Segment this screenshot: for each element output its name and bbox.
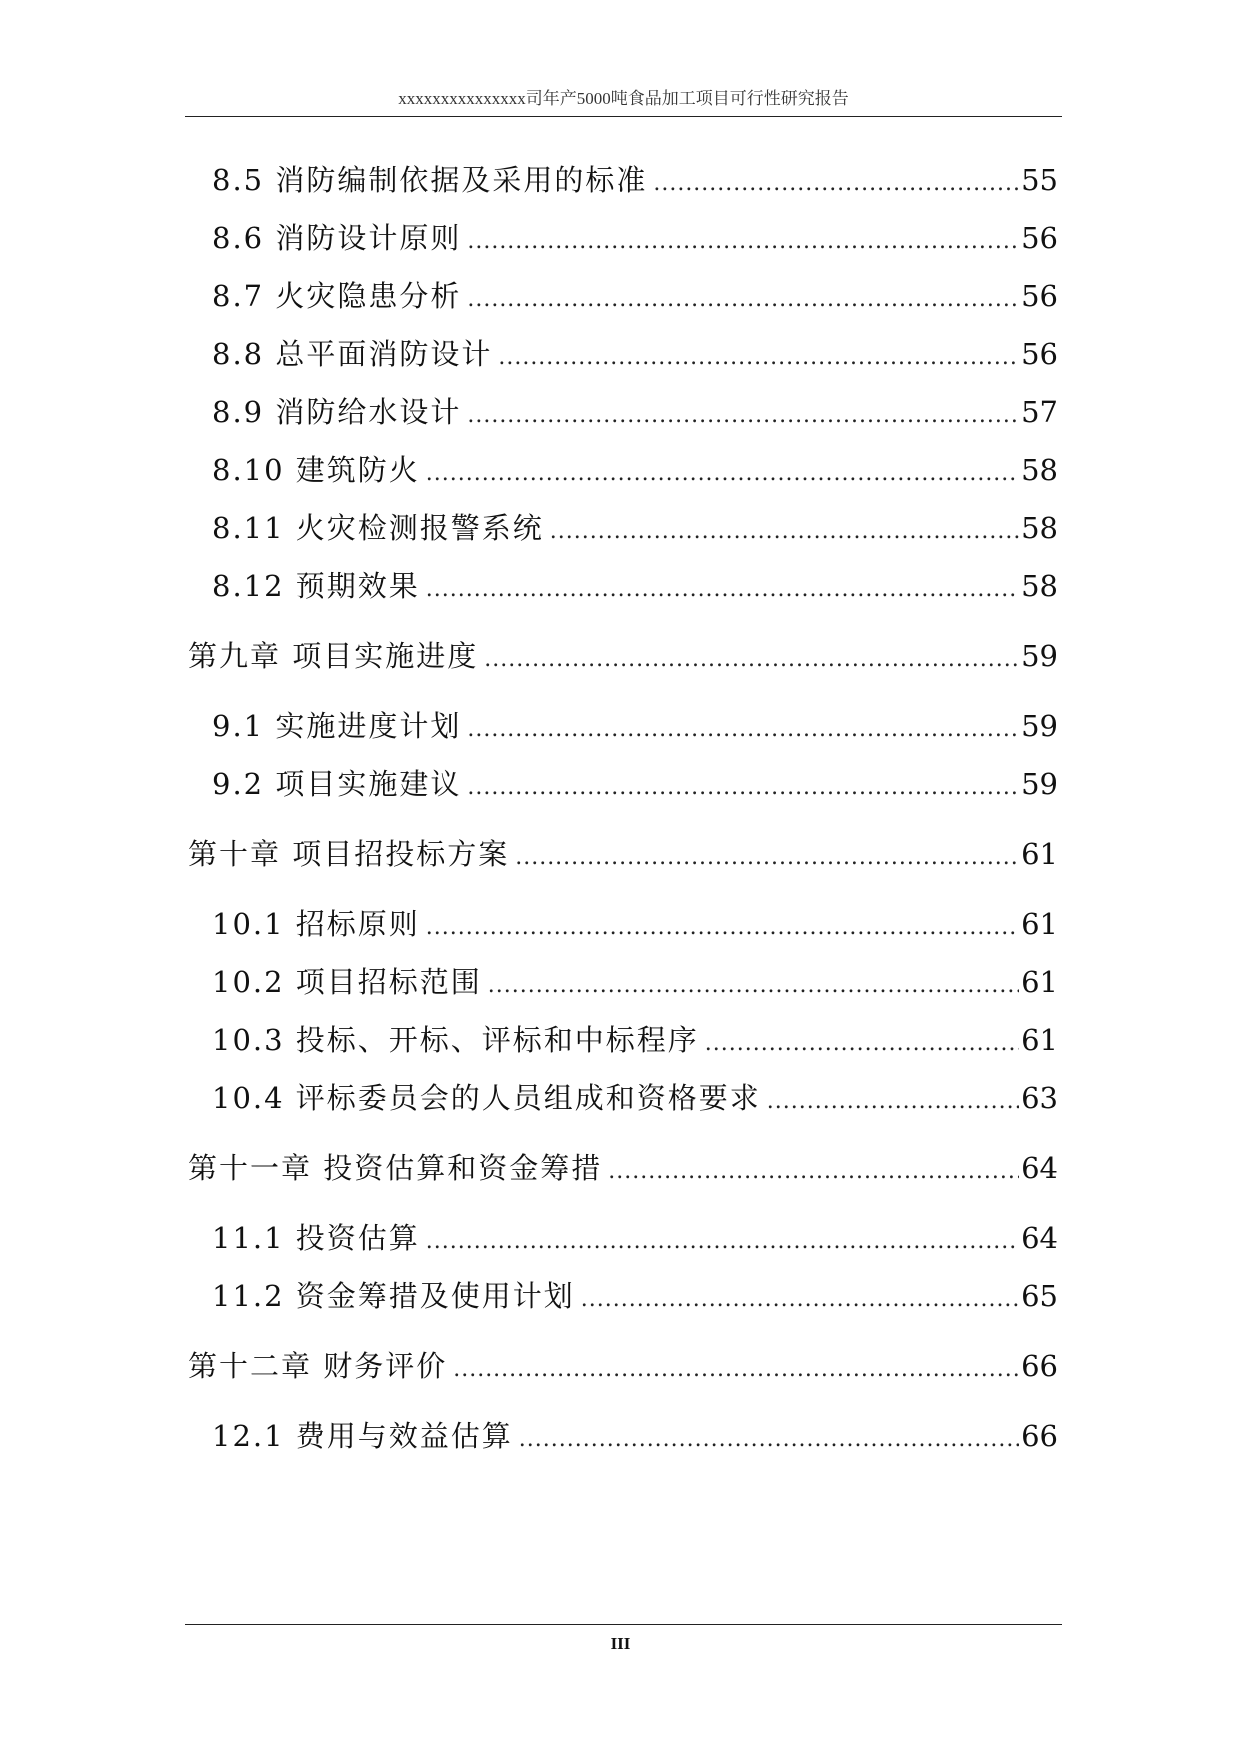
dot-leader: [653, 171, 1019, 196]
toc-section-entry[interactable]: [190, 704, 1058, 745]
page-header: [185, 86, 1062, 117]
toc-section-entry[interactable]: [190, 506, 1058, 547]
toc-entry-label: 8.12 预期效果: [212, 569, 420, 603]
toc-entry-page-number: 59: [1021, 709, 1058, 743]
toc-section-entry[interactable]: [190, 448, 1058, 489]
dot-leader: [705, 1031, 1019, 1056]
toc-section-entry[interactable]: [190, 1414, 1058, 1455]
toc-entry-label: 8.8 总平面消防设计: [212, 337, 493, 371]
toc-entry-label: 12.1 费用与效益估算: [212, 1419, 513, 1453]
dot-leader: [453, 1357, 1019, 1382]
toc-entry-page-number: 56: [1021, 337, 1058, 371]
toc-entry-label: 第十二章 财务评价: [188, 1349, 448, 1383]
toc-entry-label: 8.9 消防给水设计: [212, 395, 462, 429]
toc-section-entry[interactable]: [190, 1274, 1058, 1315]
toc-entry-label: 10.4 评标委员会的人员组成和资格要求: [212, 1081, 761, 1115]
toc-entry-page-number: 65: [1021, 1279, 1058, 1313]
toc-entry-page-number: 61: [1021, 907, 1058, 941]
toc-entry-label: 8.6 消防设计原则: [212, 221, 462, 255]
toc-entry-page-number: 57: [1021, 395, 1058, 429]
toc-entry-label: 8.5 消防编制依据及采用的标准: [212, 163, 648, 197]
toc-section-entry[interactable]: [190, 564, 1058, 605]
dot-leader: [550, 519, 1019, 544]
toc-section-entry[interactable]: [190, 960, 1058, 1001]
page-number: III: [610, 1634, 631, 1653]
toc-entry-page-number: 59: [1021, 639, 1058, 673]
dot-leader: [467, 229, 1019, 254]
toc-section-entry[interactable]: [190, 1018, 1058, 1059]
toc-entry-page-number: 58: [1021, 453, 1058, 487]
footer-divider: [185, 1624, 1062, 1625]
dot-leader: [515, 845, 1019, 870]
toc-section-entry[interactable]: [190, 158, 1058, 199]
dot-leader: [488, 973, 1019, 998]
toc-entry-label: 10.2 项目招标范围: [212, 965, 482, 999]
toc-chapter-entry[interactable]: [188, 832, 1058, 873]
toc-entry-page-number: 58: [1021, 569, 1058, 603]
toc-entry-label: 9.2 项目实施建议: [212, 767, 462, 801]
dot-leader: [581, 1287, 1019, 1312]
toc-entry-label: 第十章 项目招投标方案: [188, 837, 510, 871]
toc-section-entry[interactable]: [190, 332, 1058, 373]
dot-leader: [767, 1089, 1019, 1114]
dot-leader: [426, 915, 1019, 940]
toc-entry-label: 第九章 项目实施进度: [188, 639, 479, 673]
toc-entry-page-number: 58: [1021, 511, 1058, 545]
dot-leader: [467, 287, 1019, 312]
toc-entry-label: 10.3 投标、开标、评标和中标程序: [212, 1023, 699, 1057]
toc-entry-page-number: 59: [1021, 767, 1058, 801]
toc-entry-page-number: 56: [1021, 279, 1058, 313]
toc-section-entry[interactable]: [190, 274, 1058, 315]
toc-entry-page-number: 64: [1021, 1151, 1058, 1185]
dot-leader: [519, 1427, 1019, 1452]
toc-entry-label: 9.1 实施进度计划: [212, 709, 462, 743]
toc-entry-label: 11.1 投资估算: [212, 1221, 420, 1255]
dot-leader: [426, 577, 1019, 602]
dot-leader: [608, 1159, 1019, 1184]
toc-entry-page-number: 56: [1021, 221, 1058, 255]
toc-entry-label: 10.1 招标原则: [212, 907, 420, 941]
toc-entry-label: 8.7 火灾隐患分析: [212, 279, 462, 313]
toc-entry-page-number: 66: [1021, 1349, 1058, 1383]
toc-entry-label: 第十一章 投资估算和资金筹措: [188, 1151, 603, 1185]
toc-chapter-entry[interactable]: [188, 1344, 1058, 1385]
toc-entry-page-number: 61: [1021, 837, 1058, 871]
dot-leader: [426, 1229, 1019, 1254]
dot-leader: [467, 717, 1019, 742]
toc-chapter-entry[interactable]: [188, 1146, 1058, 1187]
toc-section-entry[interactable]: [190, 762, 1058, 803]
toc-section-entry[interactable]: [190, 1076, 1058, 1117]
dot-leader: [498, 345, 1019, 370]
toc-entry-label: 8.10 建筑防火: [212, 453, 420, 487]
dot-leader: [426, 461, 1019, 486]
toc-entry-label: 8.11 火灾检测报警系统: [212, 511, 544, 545]
toc-chapter-entry[interactable]: [188, 634, 1058, 675]
toc-entry-page-number: 61: [1021, 965, 1058, 999]
toc-entry-label: 11.2 资金筹措及使用计划: [212, 1279, 575, 1313]
toc-entry-page-number: 61: [1021, 1023, 1058, 1057]
toc-entry-page-number: 64: [1021, 1221, 1058, 1255]
toc-entry-page-number: 63: [1021, 1081, 1058, 1115]
toc-section-entry[interactable]: [190, 1216, 1058, 1257]
toc-section-entry[interactable]: [190, 216, 1058, 257]
document-title: xxxxxxxxxxxxxxx司年产5000吨食品加工项目可行性研究报告: [398, 89, 849, 108]
toc-section-entry[interactable]: [190, 390, 1058, 431]
dot-leader: [484, 647, 1019, 672]
toc-entry-page-number: 66: [1021, 1419, 1058, 1453]
toc-entry-page-number: 55: [1021, 163, 1058, 197]
dot-leader: [467, 403, 1019, 428]
dot-leader: [467, 775, 1019, 800]
toc-section-entry[interactable]: [190, 902, 1058, 943]
